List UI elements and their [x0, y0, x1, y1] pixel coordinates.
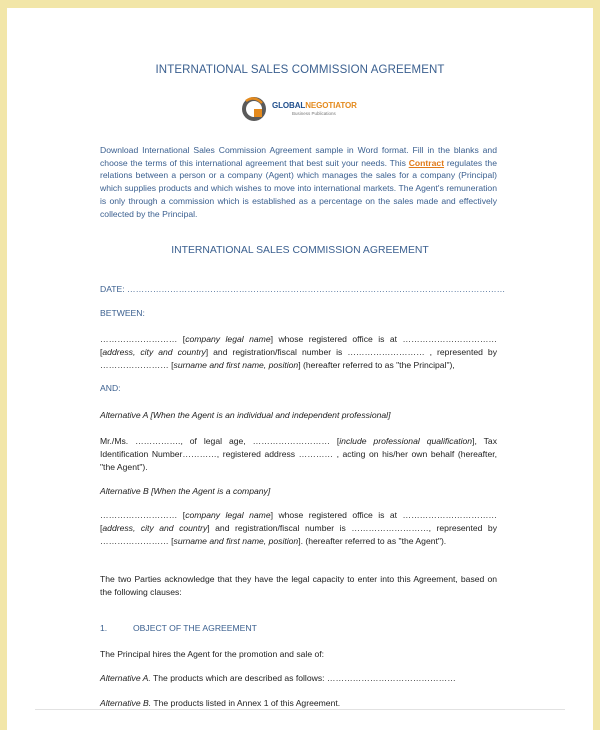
- intro-paragraph: Download International Sales Commission Agreement sample in Word format. Fill in the blanks and choose the terms of this international agreement that best suit your needs. This Contract regulates the relations between a person or a company (Agent) which manages the sales for a company (Principal) which supplies products and which wishes to move into international markets. The Agent's remuneration is only through a commission which is established as a percentage on the sales made and effectively collected by the Principal.: [100, 145, 497, 219]
- agent-individual-paragraph: Mr./Ms. ……………., of legal age, ……………………… [include professional qualification], Tax Identification Number…………, registered address ………… , acting on his/her own behalf (hereafter, "the Agent").: [100, 436, 497, 472]
- alternative-a-label: Alternative A [When the Agent is an individual and independent professional]: [100, 410, 391, 420]
- logo-text: GLOBALNEGOTIATOR: [272, 101, 357, 110]
- and-heading: AND:: [100, 383, 121, 393]
- between-heading: BETWEEN:: [100, 308, 145, 318]
- alternative-b-label: Alternative B [When the Agent is a company]: [100, 486, 271, 496]
- date-line: DATE: ……………………………………………………………………………………………………………………: [100, 284, 506, 294]
- principal-party-paragraph: ……………………… [company legal name] whose registered office is at …………………………… [address, city and country] and registration/fiscal number is ……………………… , represented by …………………… [surname and first name, position] (hereafter referred to as "the Principal"),: [100, 334, 498, 370]
- logo-tagline: Business Publications: [292, 111, 336, 116]
- document-title: INTERNATIONAL SALES COMMISSION AGREEMENT: [155, 64, 445, 76]
- agent-company-paragraph: ……………………… [company legal name] whose registered office is at …………………………… [address, city and country] and registration/fiscal number is ………………………, represented by …………………… [surname and first name, position]. (hereafter referred to as "the Agent").: [100, 510, 498, 546]
- contract-link[interactable]: Contract: [408, 157, 445, 168]
- section-1-number: 1.: [100, 623, 108, 633]
- global-negotiator-logo: [240, 95, 370, 123]
- section-1-alternative-a: Alternative A. The products which are described as follows: ………………………………………: [100, 673, 456, 683]
- agreement-subtitle: INTERNATIONAL SALES COMMISSION AGREEMENT: [171, 245, 429, 256]
- section-1-title: OBJECT OF THE AGREEMENT: [133, 623, 257, 633]
- globe-g-logo-icon: [240, 95, 270, 123]
- section-1-alternative-b: Alternative B. The products listed in Annex 1 of this Agreement.: [100, 698, 341, 708]
- section-1-intro: The Principal hires the Agent for the promotion and sale of:: [100, 649, 325, 659]
- parties-acknowledgement: The two Parties acknowledge that they have the legal capacity to enter into this Agreement, based on the following clauses:: [100, 574, 497, 597]
